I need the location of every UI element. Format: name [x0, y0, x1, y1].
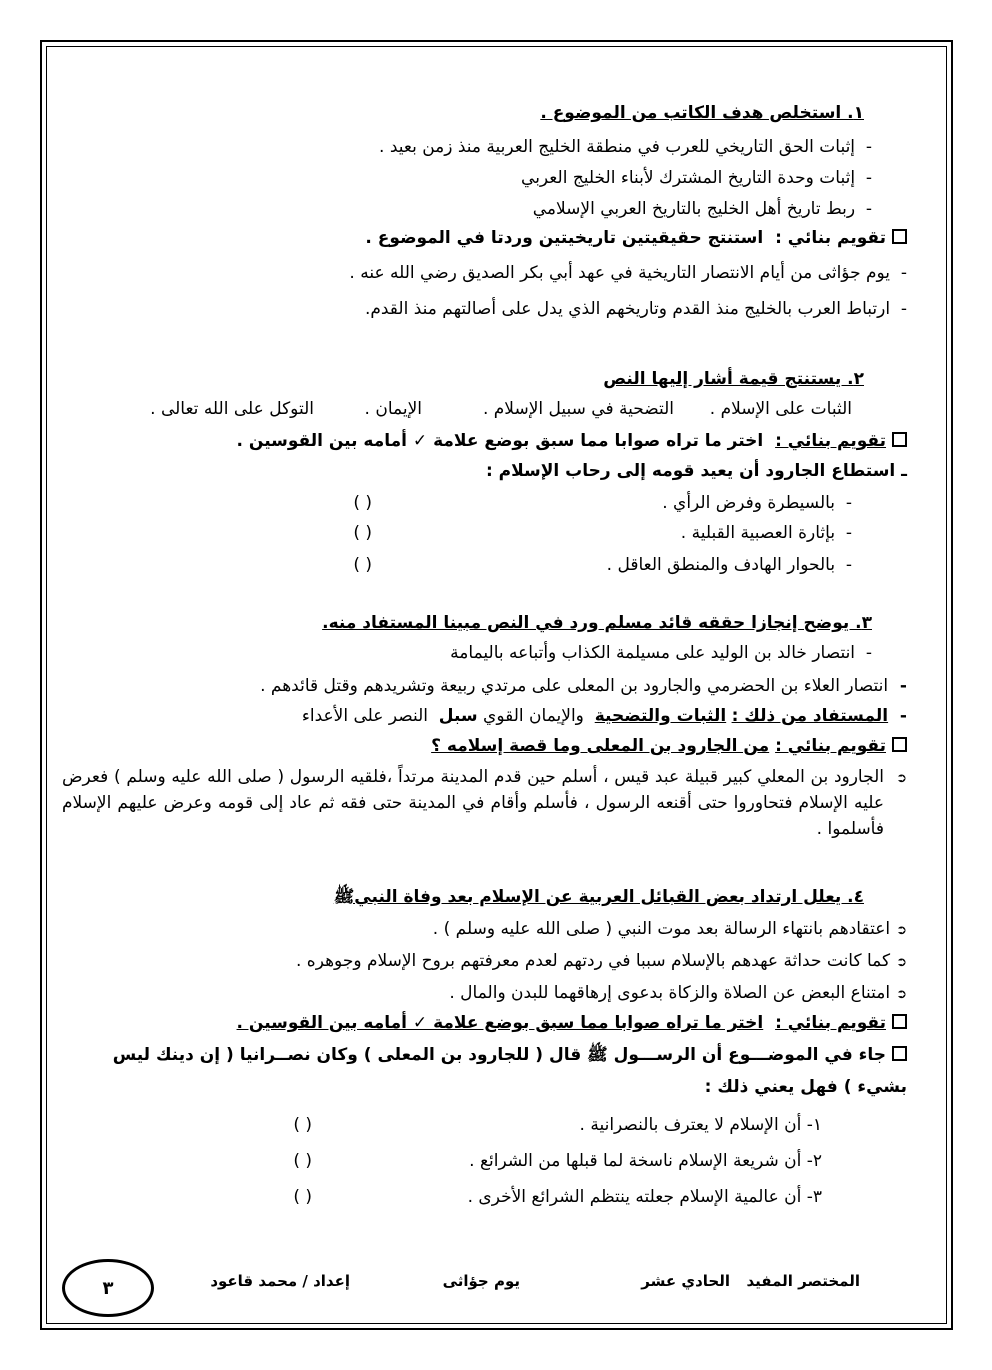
bullet-icon: ➲ [896, 955, 907, 970]
q3-item: - انتصار العلاء بن الحضرمي والجارود بن المعلى على مرتدي ربيعة وتشريدهم وقتل قائدهم . [260, 676, 907, 696]
q2-option: - بالسيطرة وفرض الرأي . [662, 493, 852, 513]
q3-story: الجارود بن المعلي كبير قبيلة عبد قيس ، أسلم حين قدم المدينة مرتداً ،فلقيه الرسول ( صلى الله عليه وسلم ) فعرض عليه الإسلام فتحاوروا حتى أقنعه الرسول ، فأسلم وأقام في المدينة حتى فقه ثم عاد إلى قومه وعرض عليهم الإسلام فأسلموا . [62, 767, 884, 839]
q2-eval: تقويم بنائي : اختر ما تراه صوابا مما سبق بوضع علامة ✓ أمامه بين القوسين . [237, 430, 907, 452]
q1-item: - ربط تاريخ أهل الخليج بالتاريخ العربي الإسلامي [532, 199, 872, 219]
checkbox-icon [892, 1046, 907, 1061]
q2-parens[interactable]: ( ) [353, 555, 372, 575]
footer-lesson: يوم جؤاثى [442, 1272, 520, 1290]
q1-eval: تقويم بنائي : استنتج حقيقيتين تاريخيتين وردتا في الموضوع . [365, 227, 907, 249]
footer-author: إعداد / محمد قاعود [210, 1272, 350, 1290]
q3-benefit: - المستفاد من ذلك : الثبات والتضحية والإيمان القوي سبل النصر على الأعداء [301, 706, 907, 726]
page-number: ٣ [62, 1259, 154, 1317]
q2-title: ٢. يستنتج قيمة أشار إليها النص [603, 369, 864, 389]
q3-eval: تقويم بنائي : من الجارود بن المعلى وما قصة إسلامه ؟ [431, 735, 907, 757]
q4-parens[interactable]: ( ) [293, 1115, 312, 1135]
q4-parens[interactable]: ( ) [293, 1187, 312, 1207]
q2-option: - بإثارة العصبية القبلية . [680, 523, 852, 543]
q2-value: الإيمان . [364, 399, 422, 419]
q2-option: - بالحوار الهادف والمنطق العاقل . [606, 555, 852, 575]
q4-hadith-cont: بشيء ) فهل يعني ذلك : [704, 1077, 907, 1097]
q1-item: - إثبات وحدة التاريخ المشترك لأبناء الخليج العربي [521, 168, 872, 188]
q4-item: ➲اعتقادهم بانتهاء الرسالة بعد موت النبي ( صلى الله عليه وسلم ) . [433, 918, 907, 942]
q4-item: ➲امتناع البعض عن الصلاة والزكاة بدعوى إرهاقهما للبدن والمال . [449, 982, 907, 1006]
q2-value: الثبات على الإسلام . [709, 399, 852, 419]
q4-option: ٢- أن شريعة الإسلام ناسخة لما قبلها من الشرائع . [469, 1151, 822, 1171]
q1-title: ١. استخلص هدف الكاتب من الموضوع . [540, 103, 864, 123]
q4-title: ٤. يعلل ارتداد بعض القبائل العربية عن الإسلام بعد وفاة النبيﷺ [333, 887, 864, 907]
bullet-icon: ➲ [896, 923, 907, 938]
q4-option: ١- أن الإسلام لا يعترف بالنصرانية . [579, 1115, 822, 1135]
q4-eval: تقويم بنائي : اختر ما تراه صوابا مما سبق بوضع علامة ✓ أمامه بين القوسين . [237, 1012, 907, 1034]
q1-answer: - ارتباط العرب بالخليج منذ القدم وتاريخهم الذي يدل على أصالتهم منذ القدم. [364, 299, 907, 319]
bullet-icon: ➲ [896, 987, 907, 1002]
q2-parens[interactable]: ( ) [353, 523, 372, 543]
q3-title: ٣. يوضح إنجازا حققه قائد مسلم ورد في النص مبينا المستفاد منه. [322, 613, 872, 633]
q2-value: التضحية في سبيل الإسلام . [482, 399, 674, 419]
q1-answer: - يوم جؤاثى من أيام الانتصار التاريخية في عهد أبي بكر الصديق رضي الله عنه . [349, 263, 907, 283]
q2-value: التوكل على الله تعالى . [150, 399, 314, 419]
q4-parens[interactable]: ( ) [293, 1151, 312, 1171]
footer-grade: الحادي عشر [641, 1272, 730, 1290]
q4-item: ➲كما كانت حداثة عهدهم بالإسلام سببا في ردتهم لعدم معرفتهم بروح الإسلام وجوهره . [296, 950, 907, 974]
checkbox-icon [892, 737, 907, 752]
checkbox-icon [892, 229, 907, 244]
footer-book: المختصر المفيد [746, 1272, 860, 1290]
q4-hadith: جاء في الموضـــوع أن الرســـول ﷺ قال ( للجارود بن المعلى ) وكان نصــرانيا ( إن دينك ليس [113, 1044, 907, 1066]
q2-parens[interactable]: ( ) [353, 493, 372, 513]
checkbox-icon [892, 432, 907, 447]
q3-item: - انتصار خالد بن الوليد على مسيلمة الكذاب وأتباعه باليمامة [450, 643, 872, 663]
bullet-icon: ➲ [896, 771, 907, 786]
checkbox-icon [892, 1014, 907, 1029]
q2-question: ـ استطاع الجارود أن يعيد قومه إلى رحاب الإسلام : [485, 461, 907, 481]
q1-item: - إثبات الحق التاريخي للعرب في منطقة الخليج العربية منذ زمن بعيد . [379, 137, 872, 157]
q4-option: ٣- أن عالمية الإسلام جعلته ينتظم الشرائع الأخرى . [467, 1187, 822, 1207]
